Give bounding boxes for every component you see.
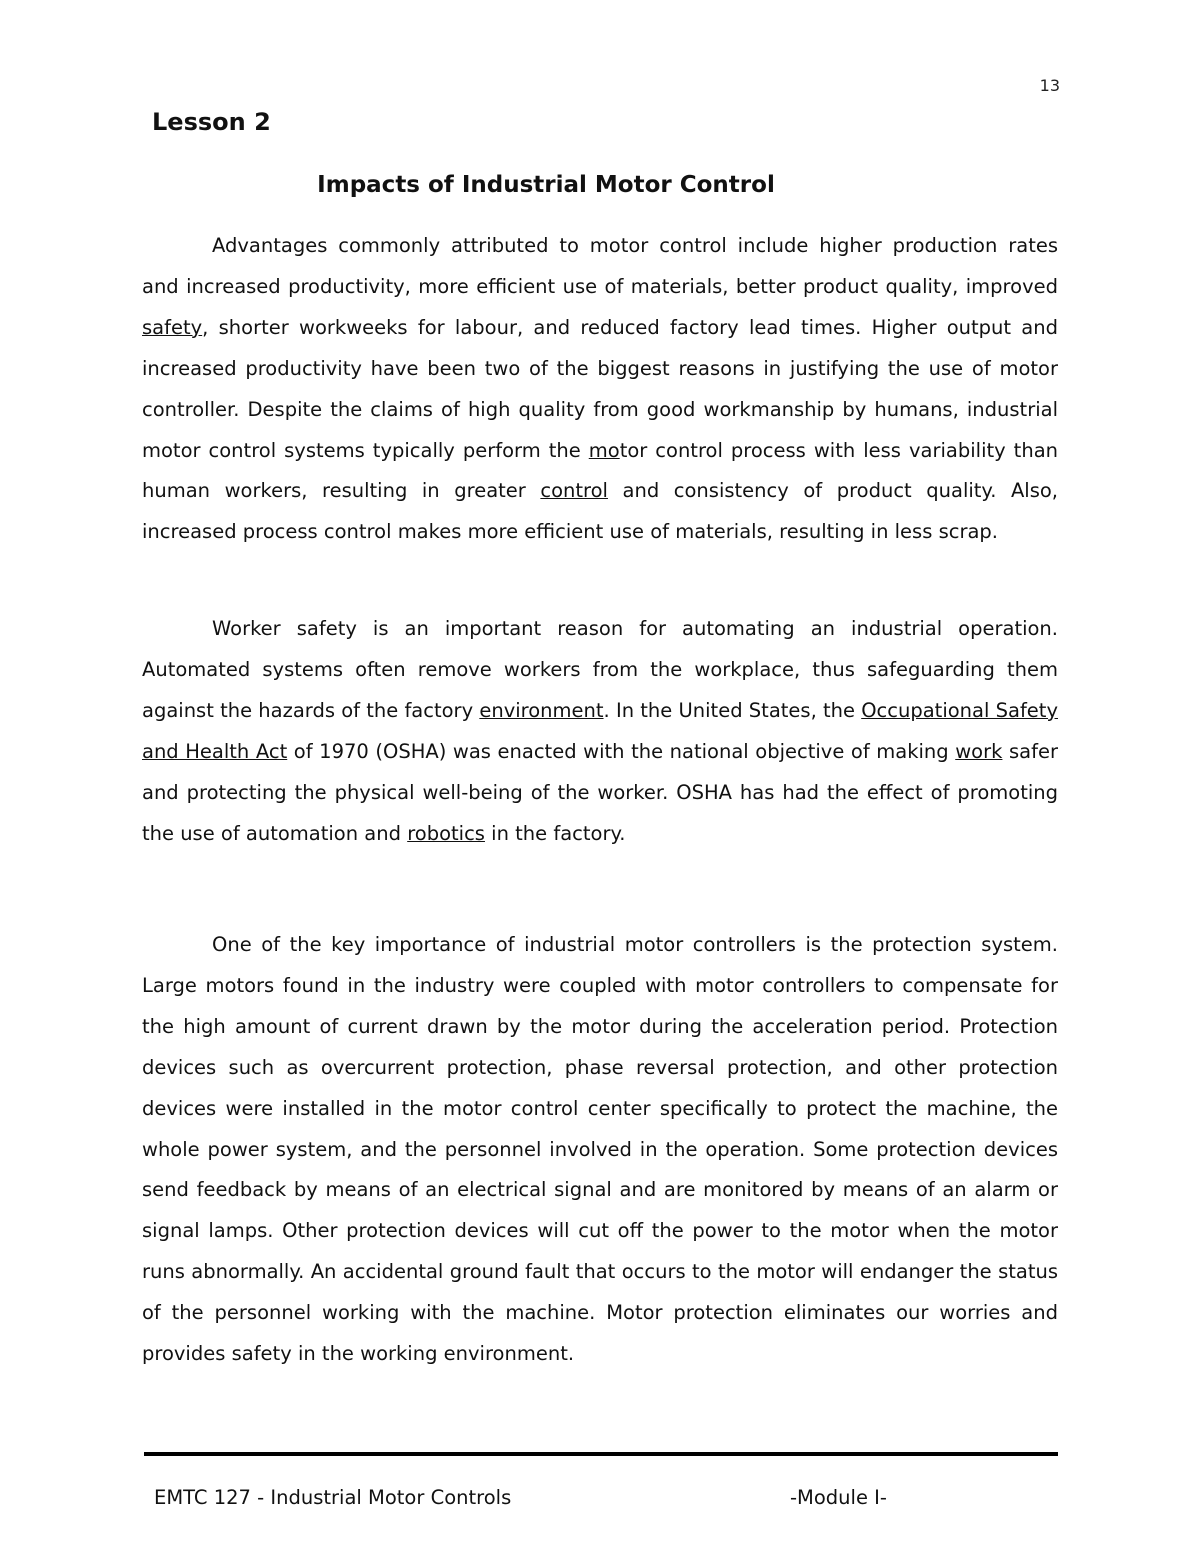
paragraph-text: , shorter workweeks for labour, and reduced factory lead times. Higher output and increased productivity have been two of the biggest reasons in justifying the use of motor controller. Despite the claims of high quality from good workmanship by humans, industrial motor control systems typically perform the [142, 315, 1058, 462]
link-control[interactable]: control [540, 479, 608, 503]
paragraph-text: of 1970 (OSHA) was enacted with the national objective of making [287, 739, 956, 763]
link-osha-act[interactable]: Occupational Safety and Health Act [142, 698, 1058, 763]
link-environment[interactable]: environment [479, 698, 604, 722]
paragraph-advantages [142, 226, 1058, 553]
footer-module: -Module I- [790, 1486, 887, 1509]
page-number: 13 [1039, 76, 1060, 95]
footer-course: EMTC 127 - Industrial Motor Controls [154, 1486, 512, 1509]
link-motor[interactable]: mo [588, 438, 620, 462]
footer-divider [144, 1452, 1058, 1456]
link-robotics[interactable]: robotics [407, 821, 485, 845]
paragraph-protection [142, 925, 1058, 1375]
paragraph-text: in the factory. [484, 821, 626, 845]
link-safety[interactable]: safety [142, 315, 203, 339]
paragraph-text: safer and protecting the physical well-being of the worker. OSHA has had the effect of promoting the use of automation and [142, 739, 1058, 845]
paragraph-text: tor control process with less variability than human workers, resulting in greater [142, 438, 1058, 503]
paragraph-text: and consistency of product quality. Also, increased process control makes more efficient use of materials, resulting in less scrap. [142, 479, 1058, 544]
paragraph-text: . In the United States, the [603, 698, 862, 722]
paragraph-text: Advantages commonly attributed to motor control include higher production rates and increased productivity, more efficient use of materials, better product quality, improved [142, 234, 1058, 298]
page-title: Impacts of Industrial Motor Control [317, 172, 775, 198]
paragraph-text: Worker safety is an important reason for automating an industrial operation. Automated systems often remove workers from the workplace, thus safeguarding them against the hazards of the factory [142, 617, 1058, 722]
paragraph-worker-safety [142, 609, 1058, 854]
link-work[interactable]: work [955, 739, 1003, 763]
paragraph-text: One of the key importance of industrial motor controllers is the protection system. Large motors found in the industry were coupled with motor controllers to compensate for the high amount of current drawn by the motor during the acceleration period. Protection devices such as overcurrent protection, phase reversal protection, and other protection devices were installed in the motor control center specifically to protect the machine, the whole power system, and the personnel involved in the operation. Some protection devices send feedback by means of an electrical signal and are monitored by means of an alarm or signal lamps. Other protection devices will cut off the power to the motor when the motor runs abnormally. An accidental ground fault that occurs to the motor will endanger the status of the personnel working with the machine. Motor protection eliminates our worries and provides safety in the working environment. [142, 933, 1058, 1366]
lesson-heading: Lesson 2 [152, 108, 271, 136]
